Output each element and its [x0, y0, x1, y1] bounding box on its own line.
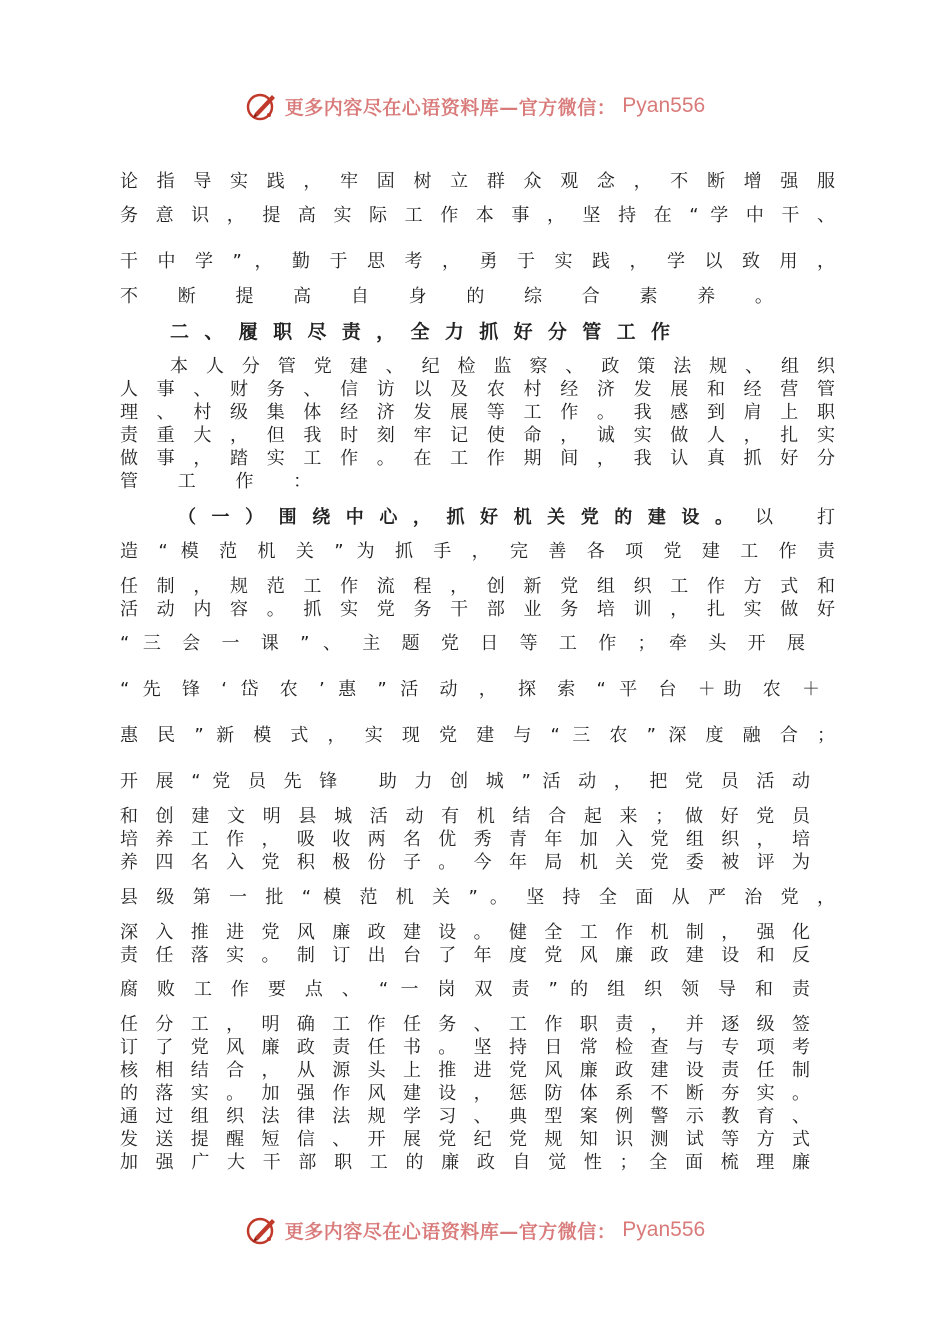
text-line: 惠 民 ” 新 模 式 ， 实 现 党 建 与 “ 三 农 ” 深 度 融 合 ； [120, 725, 835, 746]
text-line: 管 工 作 ： [120, 471, 329, 492]
text-line: 人 事 、 财 务 、 信 访 以 及 农 村 经 济 发 展 和 经 营 管 [120, 379, 835, 400]
text-line: “ 三 会 一 课 ” 、 主 题 党 日 等 工 作 ； 牵 头 开 展 [120, 633, 805, 654]
text-line: 本 人 分 管 党 建 、 纪 检 监 察 、 政 策 法 规 、 组 织 [170, 356, 835, 377]
text-line: 做 事 ， 踏 实 工 作 。 在 工 作 期 间 ， 我 认 真 抓 好 分 [120, 448, 835, 469]
section-heading: 二 、 履 职 尽 责 ， 全 力 抓 好 分 管 工 作 [170, 321, 670, 343]
watermark-text: 更多内容尽在心语资料库—官方微信： [284, 1220, 617, 1243]
text-line: 干 中 学 ” ， 勤 于 思 考 ， 勇 于 实 践 ， 学 以 致 用 ， [120, 251, 835, 272]
text-line: 务 意 识 ， 提 高 实 际 工 作 本 事 ， 坚 持 在 “ 学 中 干 、 [120, 205, 835, 226]
text-line: 发 送 提 醒 短 信 、 开 展 党 纪 党 规 知 识 测 试 等 方 式 [120, 1129, 810, 1150]
text-line: 任 分 工 ， 明 确 工 作 任 务 、 工 作 职 责 ， 并 逐 级 签 [120, 1014, 810, 1035]
text-line: 责 重 大 ， 但 我 时 刻 牢 记 使 命 ， 诚 实 做 人 ， 扎 实 [120, 425, 835, 446]
text-line: 加 强 广 大 干 部 职 工 的 廉 政 自 觉 性 ； 全 面 梳 理 廉 [120, 1152, 810, 1173]
text-line: 县 级 第 一 批 “ 模 范 机 关 ” 。 坚 持 全 面 从 严 治 党 ， [120, 887, 835, 908]
text-line: 造 “ 模 范 机 关 ” 为 抓 手 ， 完 善 各 项 党 建 工 作 责 [120, 541, 835, 562]
pen-logo-icon [245, 1213, 279, 1247]
text-line: 不 断 提 高 自 身 的 综 合 素 养 。 [120, 286, 790, 307]
text-line: 腐 败 工 作 要 点 、 “ 一 岗 双 责 ” 的 组 织 领 导 和 责 [120, 979, 810, 1000]
text-line: 培 养 工 作 ， 吸 收 两 名 优 秀 青 年 加 入 党 组 织 ， 培 [120, 829, 810, 850]
watermark-banner-bottom [0, 1210, 950, 1250]
watermark-text: 更多内容尽在心语资料库—官方微信： [284, 96, 617, 119]
text-line: 养 四 名 入 党 积 极 份 子 。 今 年 局 机 关 党 委 被 评 为 [120, 852, 810, 873]
text-line: 订 了 党 风 廉 政 责 任 书 。 坚 持 日 常 检 查 与 专 项 考 [120, 1037, 810, 1058]
watermark-handle: Pyan556 [622, 94, 706, 117]
text-line: 以 打 [755, 507, 835, 528]
text-line: 理 、 村 级 集 体 经 济 发 展 等 工 作 。 我 感 到 肩 上 职 [120, 402, 835, 423]
text-line: 责 任 落 实 。 制 订 出 台 了 年 度 党 风 廉 政 建 设 和 反 [120, 945, 810, 966]
text-line: 活 动 内 容 。 抓 实 党 务 干 部 业 务 培 训 ， 扎 实 做 好 [120, 599, 835, 620]
text-line: “ 先 锋 ‘ 岱 农 ’ 惠 ” 活 动 ， 探 索 “ 平 台 ＋助 农 ＋ [120, 679, 820, 700]
text-line: 任 制 ， 规 范 工 作 流 程 ， 创 新 党 组 织 工 作 方 式 和 [120, 576, 835, 597]
text-line: 深 入 推 进 党 风 廉 政 建 设 。 健 全 工 作 机 制 ， 强 化 [120, 922, 810, 943]
text-line: 和 创 建 文 明 县 城 活 动 有 机 结 合 起 来 ； 做 好 党 员 [120, 806, 810, 827]
text-line: 开 展 “ 党 员 先 锋 助 力 创 城 ” 活 动 ， 把 党 员 活 动 [120, 771, 810, 792]
text-line: 的 落 实 。 加 强 作 风 建 设 ， 惩 防 体 系 不 断 夯 实 。 [120, 1083, 810, 1104]
subsection-heading: （ 一 ） 围 绕 中 心 ， 抓 好 机 关 党 的 建 设 。 [178, 507, 733, 528]
watermark-handle: Pyan556 [622, 1218, 706, 1241]
text-line: 核 相 结 合 ， 从 源 头 上 推 进 党 风 廉 政 建 设 责 任 制 [120, 1060, 810, 1081]
text-line: 通 过 组 织 法 律 法 规 学 习 、 典 型 案 例 警 示 教 育 、 [120, 1106, 810, 1127]
text-line: 论 指 导 实 践 ， 牢 固 树 立 群 众 观 念 ， 不 断 增 强 服 [120, 171, 835, 192]
